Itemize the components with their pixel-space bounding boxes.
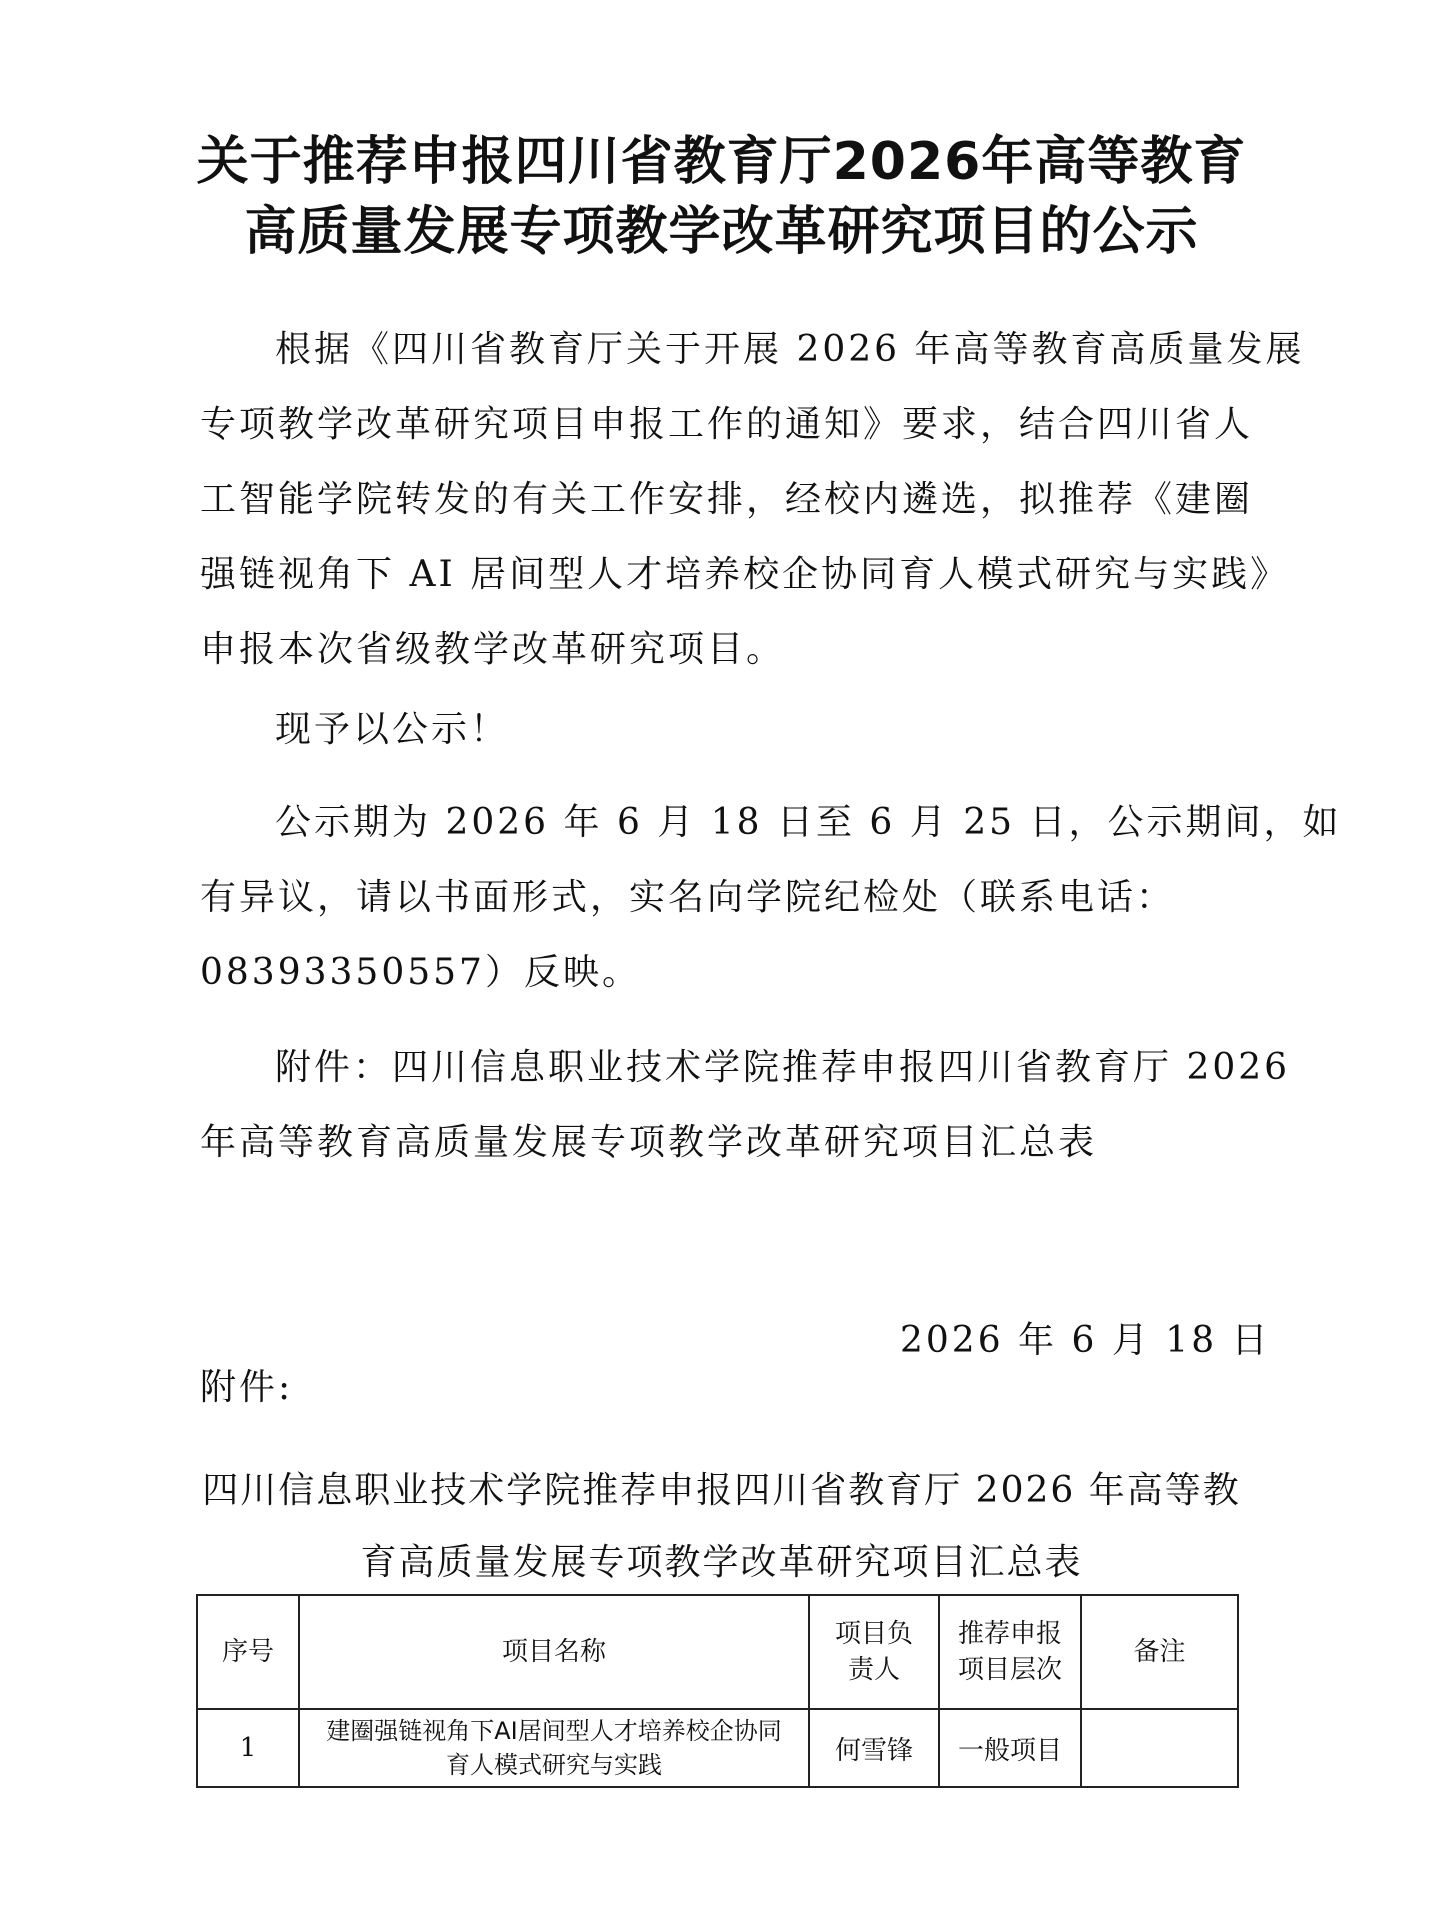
paragraph-3-line-2: 有异议，请以书面形式，实名向学院纪检处（联系电话：: [200, 877, 1176, 918]
cell-seq: 1: [197, 1709, 299, 1787]
cell-level: 一般项目: [939, 1709, 1081, 1787]
attachment-title-line-2: 育高质量发展专项教学改革研究项目汇总表: [360, 1542, 1083, 1583]
paragraph-1-line-1: 根据《四川省教育厅关于开展 2026 年高等教育高质量发展: [275, 329, 1305, 370]
paragraph-4-line-1: 附件：四川信息职业技术学院推荐申报四川省教育厅 2026: [275, 1047, 1291, 1088]
paragraph-1-line-2: 专项教学改革研究项目申报工作的通知》要求，结合四川省人: [200, 404, 1254, 445]
table-row: [197, 1709, 1238, 1787]
paragraph-4-line-2: 年高等教育高质量发展专项教学改革研究项目汇总表: [200, 1122, 1098, 1163]
cell-leader: 何雪锋: [809, 1709, 939, 1787]
cell-project-name-line-1: 建圈强链视角下AI居间型人才培养校企协同: [326, 1717, 782, 1745]
header-note: 备注: [1081, 1595, 1238, 1709]
document-title-line-2: 高质量发展专项教学改革研究项目的公示: [244, 202, 1199, 262]
header-level: [939, 1595, 1081, 1709]
cell-note: [1081, 1709, 1238, 1787]
document-date: 2026 年 6 月 18 日: [900, 1320, 1271, 1361]
document-title-line-1: 关于推荐申报四川省教育厅2026年高等教育: [196, 132, 1247, 192]
paragraph-1-line-3: 工智能学院转发的有关工作安排，经校内遴选，拟推荐《建圈: [200, 479, 1254, 520]
header-leader-line-1: 项目负: [834, 1619, 913, 1649]
paragraph-3-line-3: 08393350557）反映。: [200, 952, 641, 993]
cell-project-name-line-2: 育人模式研究与实践: [446, 1751, 662, 1779]
summary-table: [196, 1594, 1239, 1788]
paragraph-3-line-1: 公示期为 2026 年 6 月 18 日至 6 月 25 日，公示期间，如: [275, 802, 1342, 843]
attachment-title-line-1: 四川信息职业技术学院推荐申报四川省教育厅 2026 年高等教: [202, 1470, 1241, 1511]
header-level-line-1: 推荐申报: [957, 1619, 1062, 1649]
header-seq: 序号: [197, 1595, 299, 1709]
paragraph-1-line-5: 申报本次省级教学改革研究项目。: [200, 629, 786, 670]
table-header-row: [197, 1595, 1238, 1709]
header-level-line-2: 项目层次: [957, 1655, 1062, 1685]
paragraph-2: 现予以公示！: [275, 709, 510, 750]
header-project-name: 项目名称: [299, 1595, 809, 1709]
paragraph-1-line-4: 强链视角下 AI 居间型人才培养校企协同育人模式研究与实践》: [200, 554, 1290, 595]
header-leader-line-2: 责人: [847, 1655, 900, 1685]
attachment-label: 附件:: [200, 1367, 294, 1408]
header-leader: [809, 1595, 939, 1709]
cell-project-name: [299, 1709, 809, 1787]
